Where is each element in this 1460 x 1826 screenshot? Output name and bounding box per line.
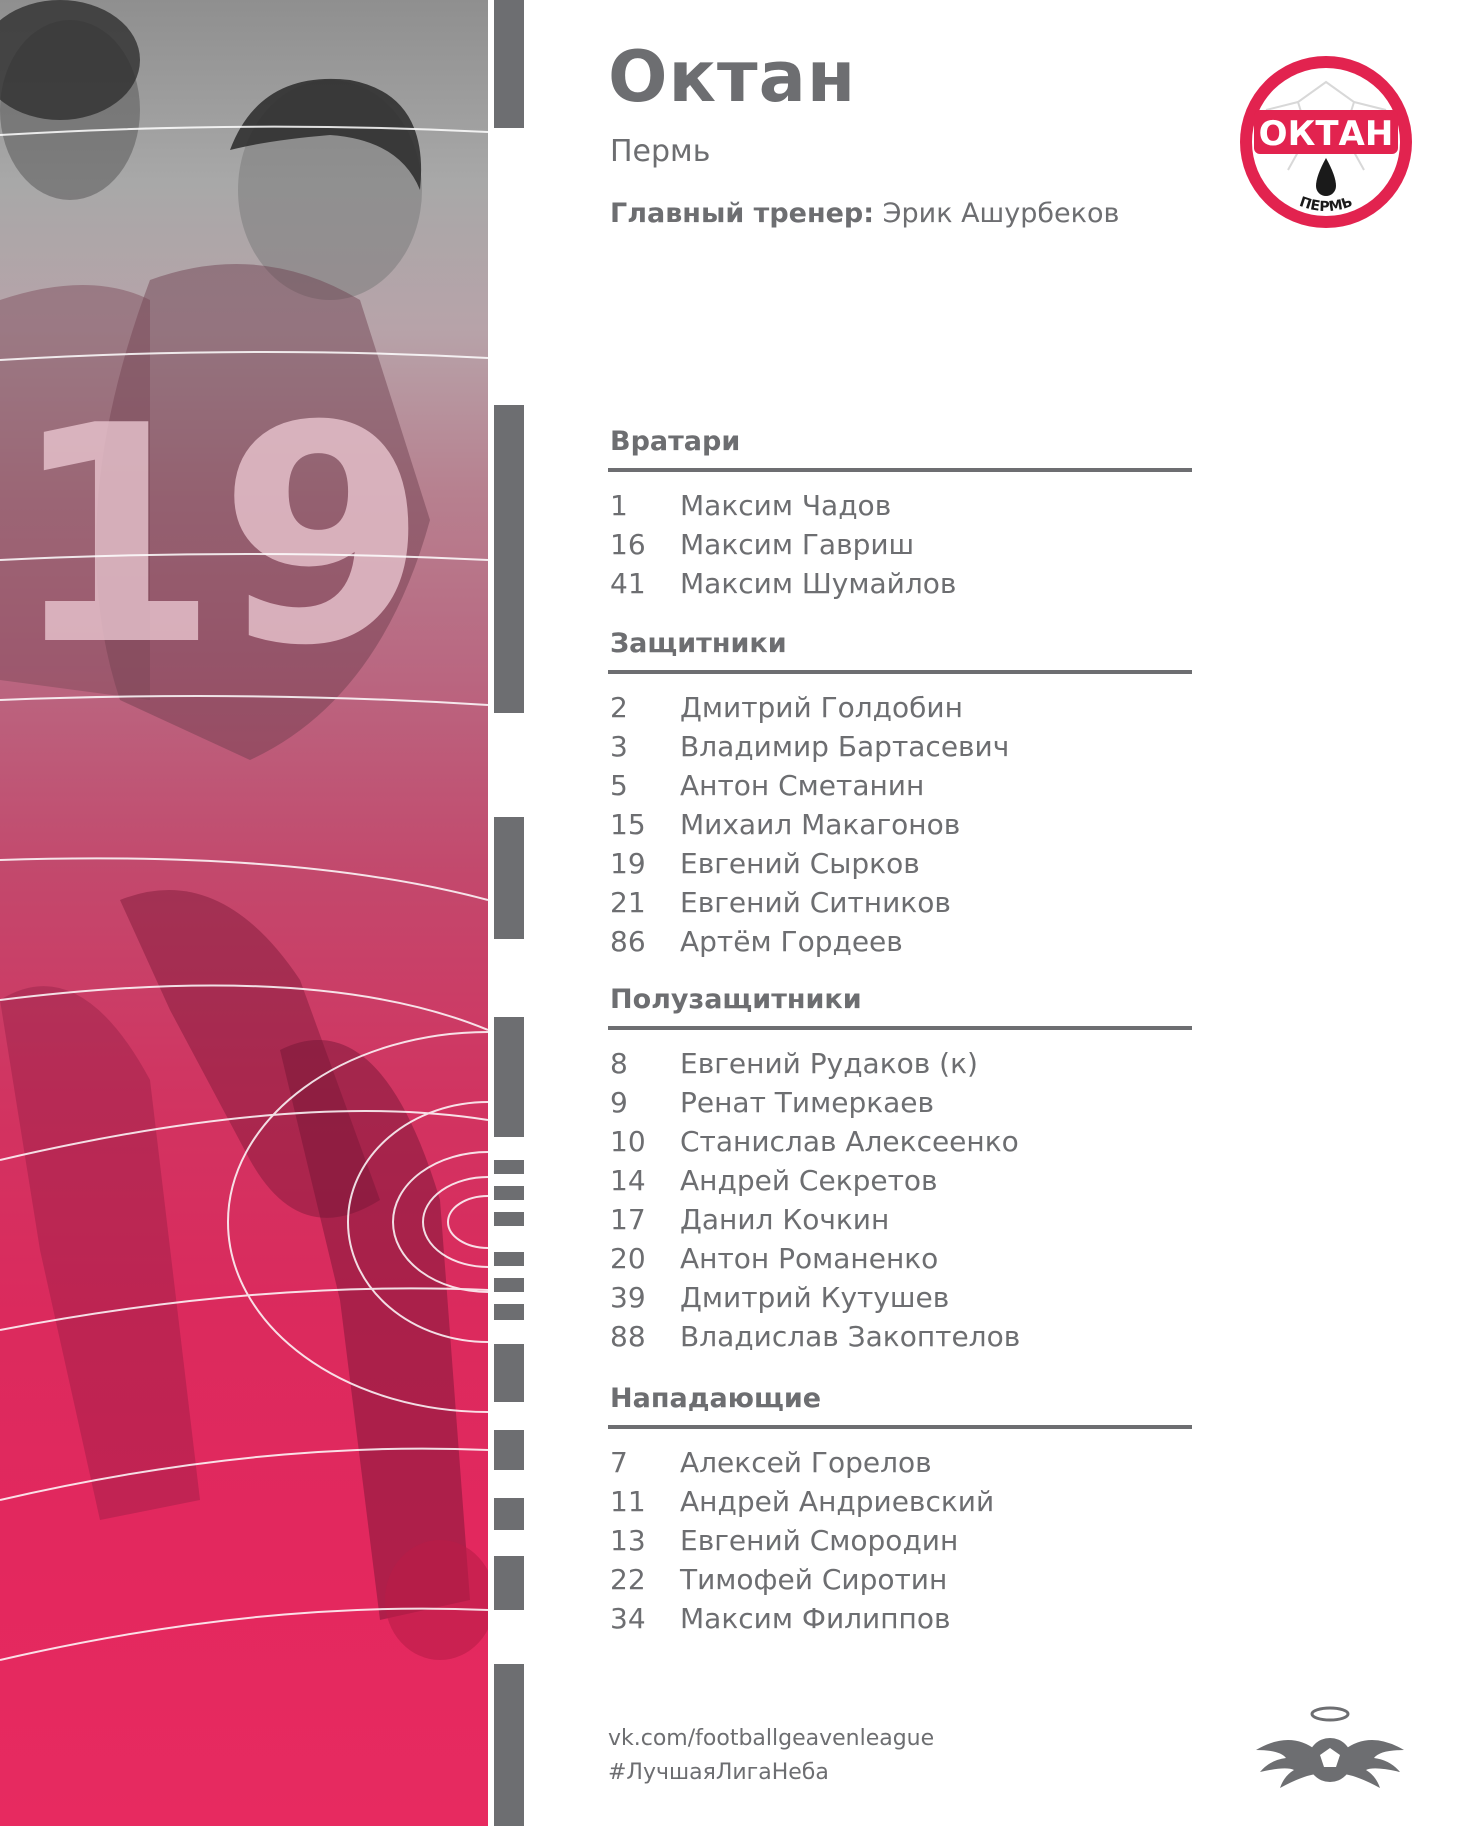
player-row [608, 1317, 1192, 1356]
player-number: 2 [610, 691, 628, 724]
hashtag: #ЛучшаяЛигаНеба [608, 1760, 829, 1785]
player-number: 20 [610, 1242, 646, 1275]
player-row [608, 922, 1192, 961]
player-photo [0, 0, 488, 1826]
player-row [608, 1044, 1192, 1083]
player-row [608, 564, 1192, 603]
player-row [608, 727, 1192, 766]
player-number: 11 [610, 1485, 646, 1518]
player-row [608, 688, 1192, 727]
player-row [608, 1482, 1192, 1521]
player-number: 88 [610, 1320, 646, 1353]
player-number: 1 [610, 489, 628, 522]
player-name: Максим Гавриш [680, 528, 915, 561]
player-name: Дмитрий Кутушев [680, 1281, 950, 1314]
divider-segment [494, 1017, 524, 1137]
player-number: 5 [610, 769, 628, 802]
player-row [608, 1443, 1192, 1482]
player-name: Станислав Алексеенко [680, 1125, 1019, 1158]
head-coach [610, 198, 1119, 229]
player-number: 10 [610, 1125, 646, 1158]
player-name: Владислав Закоптелов [680, 1320, 1021, 1353]
player-name: Тимофей Сиротин [680, 1563, 948, 1596]
player-name: Евгений Ситников [680, 886, 951, 919]
section-title: Защитники [610, 628, 787, 659]
player-name: Евгений Сырков [680, 847, 920, 880]
svg-text:ПЕРМЬ: ПЕРМЬ [1297, 194, 1355, 216]
player-row [608, 805, 1192, 844]
section-divider [608, 670, 1192, 674]
divider-segment [494, 1430, 524, 1470]
divider-segment [494, 1498, 524, 1530]
roster-section-goalkeepers [608, 422, 1192, 603]
player-name: Антон Романенко [680, 1242, 939, 1275]
divider-segment [494, 405, 524, 713]
svg-text:ОКТАН: ОКТАН [1258, 114, 1394, 154]
coach-label: Главный тренер: [610, 198, 875, 229]
player-number: 21 [610, 886, 646, 919]
divider-segment [494, 1344, 524, 1402]
player-number: 34 [610, 1602, 646, 1635]
player-name: Евгений Смородин [680, 1524, 959, 1557]
player-number: 22 [610, 1563, 646, 1596]
player-name: Евгений Рудаков (к) [680, 1047, 978, 1080]
team-title: Октан [608, 36, 857, 118]
section-title: Полузащитники [610, 984, 862, 1015]
player-number: 19 [610, 847, 646, 880]
player-number: 14 [610, 1164, 646, 1197]
player-number: 3 [610, 730, 628, 763]
photo-illustration [0, 0, 488, 1826]
roster-section-midfielders [608, 980, 1192, 1356]
player-row [608, 1239, 1192, 1278]
footer [608, 1722, 934, 1790]
player-number: 41 [610, 567, 646, 600]
player-row [608, 1521, 1192, 1560]
player-row [608, 1560, 1192, 1599]
player-name: Максим Чадов [680, 489, 892, 522]
player-name: Андрей Андриевский [680, 1485, 995, 1518]
player-row [608, 1161, 1192, 1200]
player-name: Максим Шумайлов [680, 567, 957, 600]
player-number: 13 [610, 1524, 646, 1557]
divider-arc-group [494, 1160, 524, 1320]
vk-link[interactable]: vk.com/footballgeavenleague [608, 1726, 935, 1751]
player-number: 16 [610, 528, 646, 561]
player-name: Андрей Секретов [680, 1164, 938, 1197]
segmented-divider [494, 0, 524, 1826]
player-name: Максим Филиппов [680, 1602, 951, 1635]
player-row [608, 883, 1192, 922]
divider-segment [494, 1664, 524, 1826]
section-title: Вратари [610, 426, 741, 457]
player-row [608, 766, 1192, 805]
player-row [608, 1122, 1192, 1161]
player-number: 15 [610, 808, 646, 841]
player-name: Алексей Горелов [680, 1446, 932, 1479]
player-row [608, 486, 1192, 525]
player-row [608, 1278, 1192, 1317]
player-row [608, 1083, 1192, 1122]
roster-section-defenders [608, 624, 1192, 961]
player-name: Ренат Тимеркаев [680, 1086, 935, 1119]
league-logo-icon [1250, 1700, 1410, 1796]
player-name: Артём Гордеев [680, 925, 903, 958]
player-number: 17 [610, 1203, 646, 1236]
coach-name: Эрик Ашурбеков [882, 198, 1120, 229]
player-number: 8 [610, 1047, 628, 1080]
player-name: Михаил Макагонов [680, 808, 961, 841]
divider-segment [494, 1556, 524, 1610]
roster-section-forwards [608, 1379, 1192, 1638]
player-number: 86 [610, 925, 646, 958]
section-divider [608, 1026, 1192, 1030]
club-logo [1236, 52, 1416, 232]
player-row [608, 1599, 1192, 1638]
player-name: Антон Сметанин [680, 769, 925, 802]
player-number: 39 [610, 1281, 646, 1314]
divider-segment [494, 0, 524, 128]
divider-segment [494, 817, 524, 939]
jersey-number: 19 [10, 362, 428, 711]
player-name: Данил Кочкин [680, 1203, 890, 1236]
player-row [608, 1200, 1192, 1239]
section-title: Нападающие [610, 1383, 822, 1414]
player-row [608, 525, 1192, 564]
player-row [608, 844, 1192, 883]
player-number: 7 [610, 1446, 628, 1479]
player-name: Владимир Бартасевич [680, 730, 1010, 763]
section-divider [608, 468, 1192, 472]
player-name: Дмитрий Голдобин [680, 691, 963, 724]
player-number: 9 [610, 1086, 628, 1119]
team-city: Пермь [610, 134, 711, 169]
section-divider [608, 1425, 1192, 1429]
